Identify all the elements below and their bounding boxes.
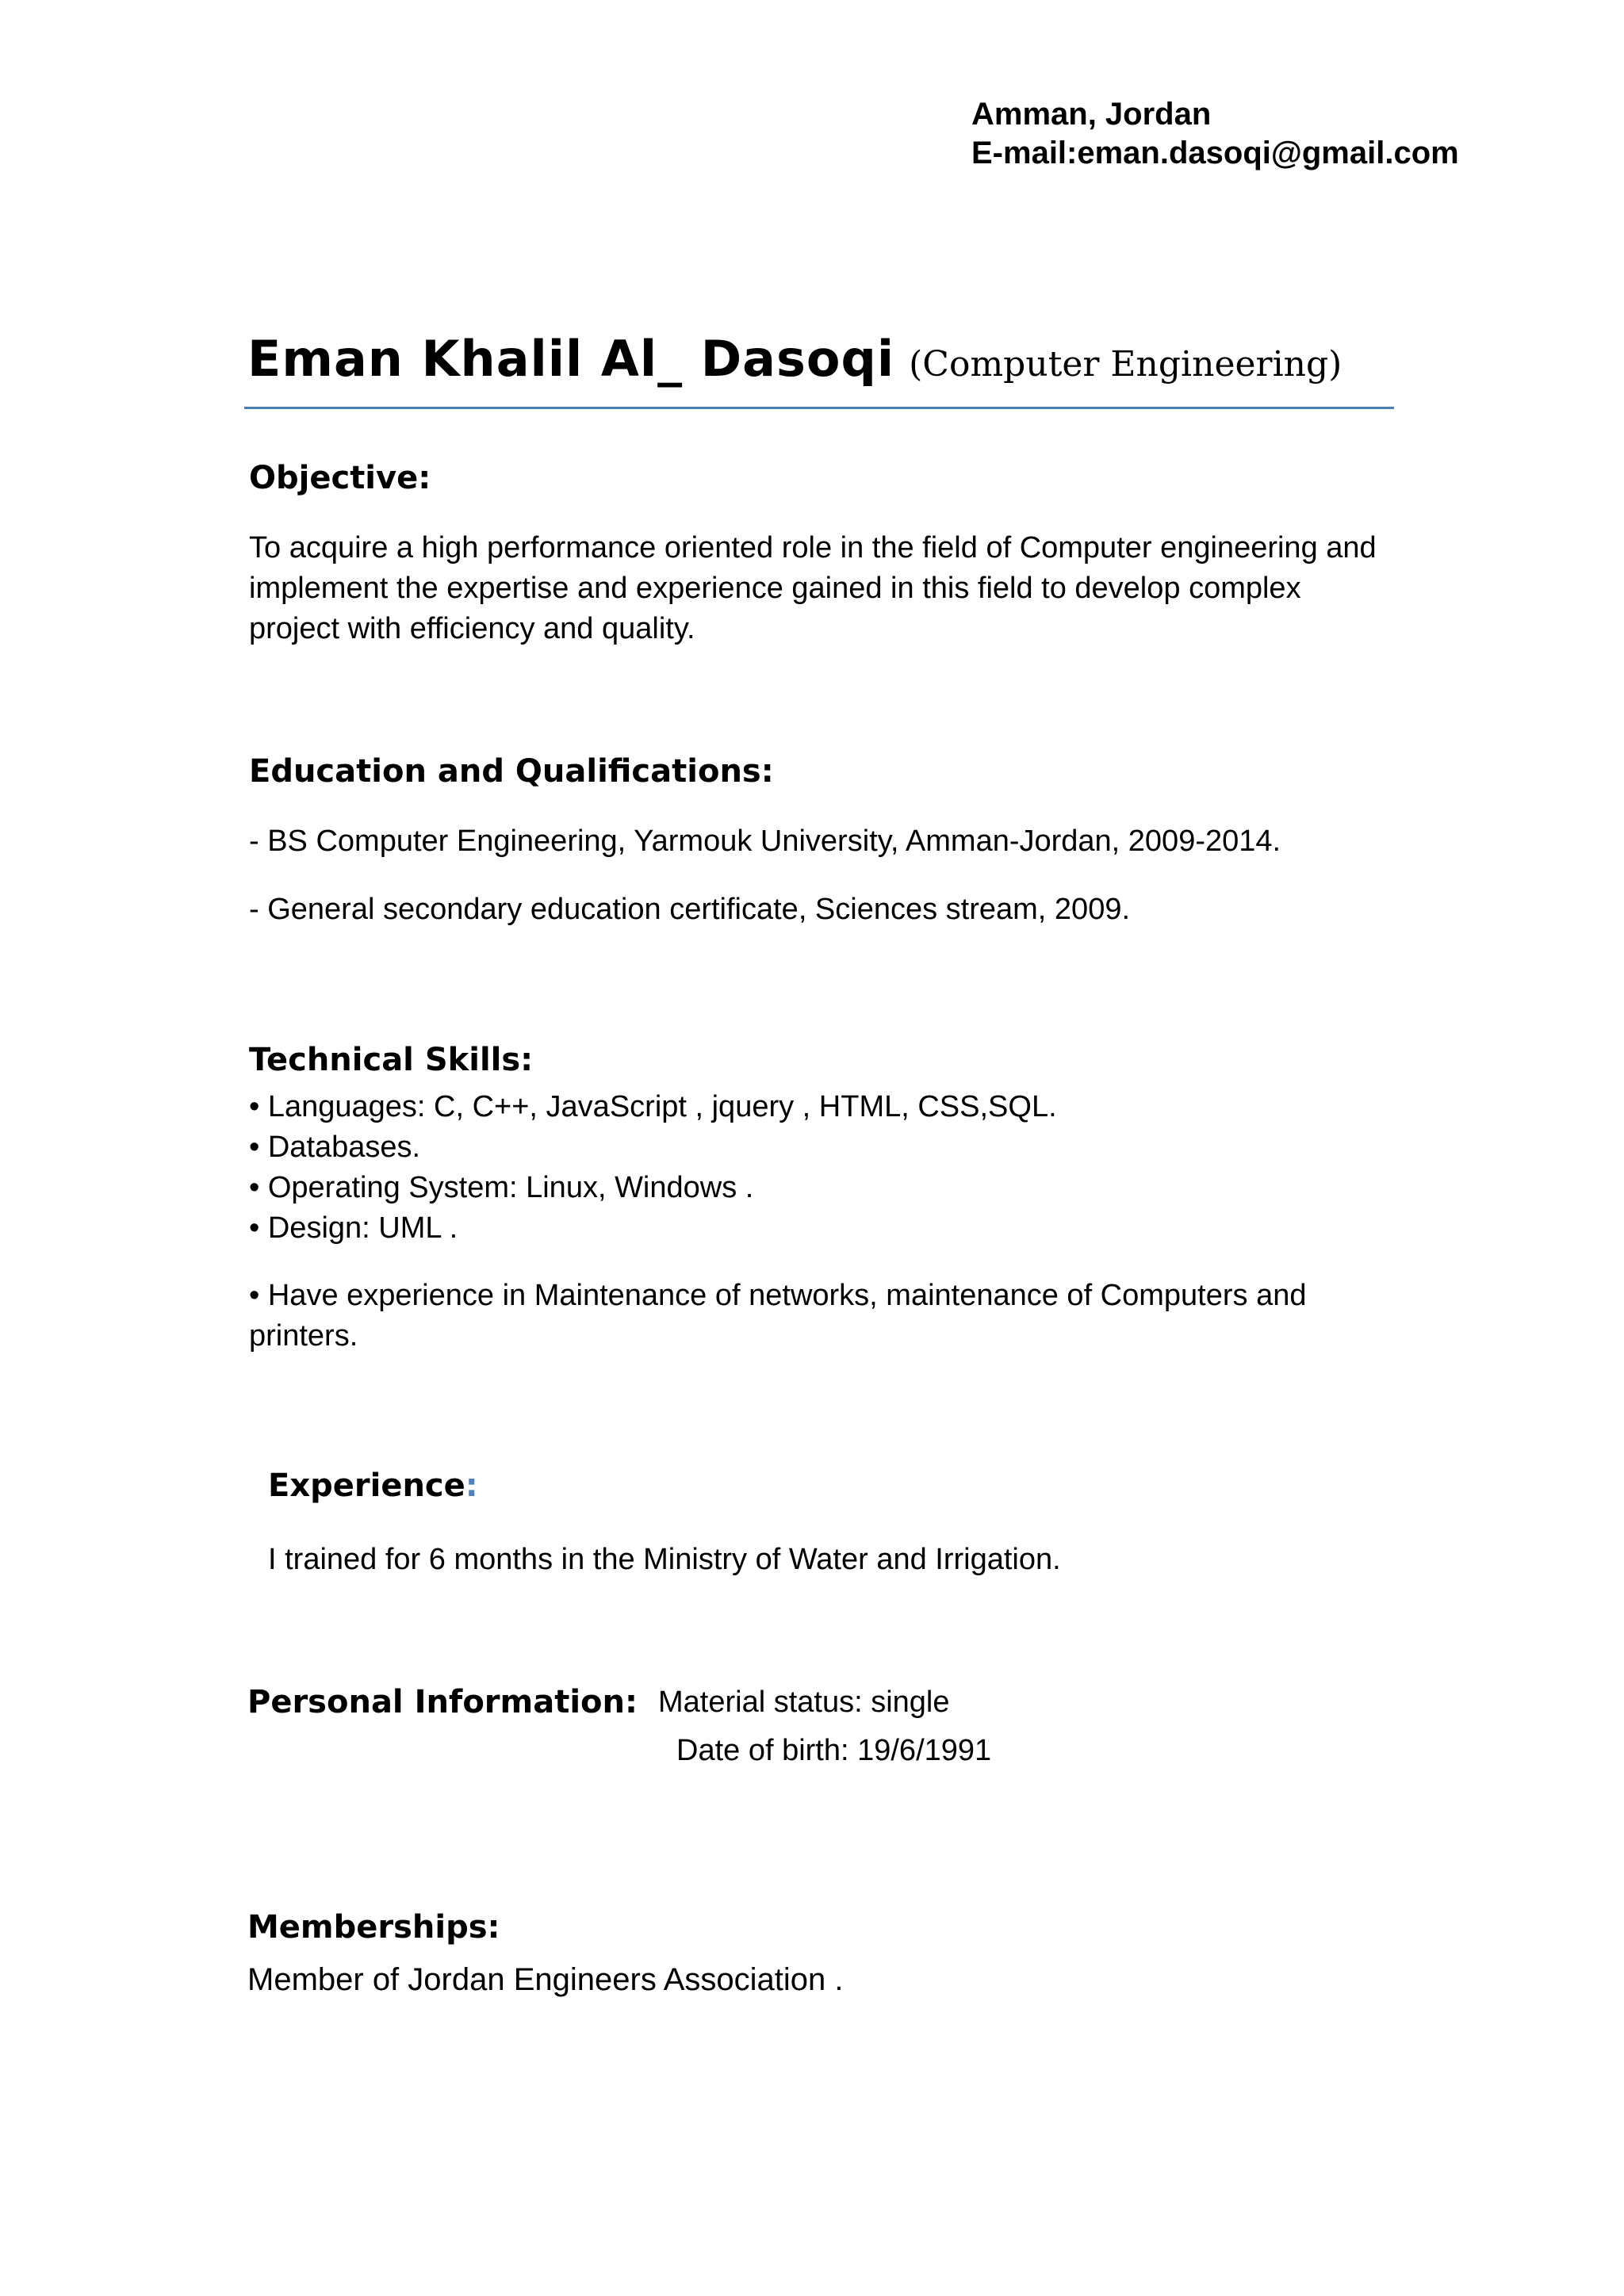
experience-heading-text: Experience bbox=[268, 1468, 465, 1504]
skills-item: • Databases. bbox=[249, 1131, 421, 1164]
skills-item: • Operating System: Linux, Windows . bbox=[249, 1171, 754, 1204]
objective-text: To acquire a high performance oriented role in the field of Computer engineering and implement the expertise and experience gained in this field to develop complex project with efficiency and quality. bbox=[249, 531, 1377, 645]
skills-item: • Design: UML . bbox=[249, 1211, 458, 1245]
education-item: - General secondary education certificate, Sciences stream, 2009. bbox=[249, 893, 1131, 926]
memberships-heading: Memberships: bbox=[247, 1909, 500, 1946]
experience-heading bbox=[268, 1465, 478, 1506]
contact-email: E-mail:eman.dasoqi@gmail.com bbox=[971, 136, 1459, 170]
name-header bbox=[247, 327, 1342, 396]
personal-heading: Personal Information: bbox=[247, 1684, 638, 1720]
experience-heading-colon: : bbox=[465, 1468, 478, 1504]
full-name: Eman Khalil Al_ Dasoqi bbox=[247, 330, 895, 388]
skills-extra: • Have experience in Maintenance of networks, maintenance of Computers and printers. bbox=[249, 1279, 1307, 1353]
education-heading: Education and Qualifications: bbox=[249, 753, 774, 790]
skills-heading: Technical Skills: bbox=[249, 1042, 534, 1078]
header-rule bbox=[244, 407, 1394, 409]
skills-item: • Languages: C, C++, JavaScript , jquery , HTML, CSS,SQL. bbox=[249, 1090, 1057, 1123]
name-subtitle: (Computer Engineering) bbox=[909, 344, 1342, 385]
personal-birth: Date of birth: 19/6/1991 bbox=[676, 1734, 992, 1767]
experience-text: I trained for 6 months in the Ministry of Water and Irrigation. bbox=[268, 1543, 1061, 1576]
personal-status: Material status: single bbox=[658, 1686, 950, 1719]
objective-heading: Objective: bbox=[249, 460, 431, 496]
memberships-text: Member of Jordan Engineers Association . bbox=[247, 1962, 844, 1997]
education-item: - BS Computer Engineering, Yarmouk University, Amman-Jordan, 2009-2014. bbox=[249, 825, 1281, 858]
contact-location: Amman, Jordan bbox=[971, 97, 1212, 132]
